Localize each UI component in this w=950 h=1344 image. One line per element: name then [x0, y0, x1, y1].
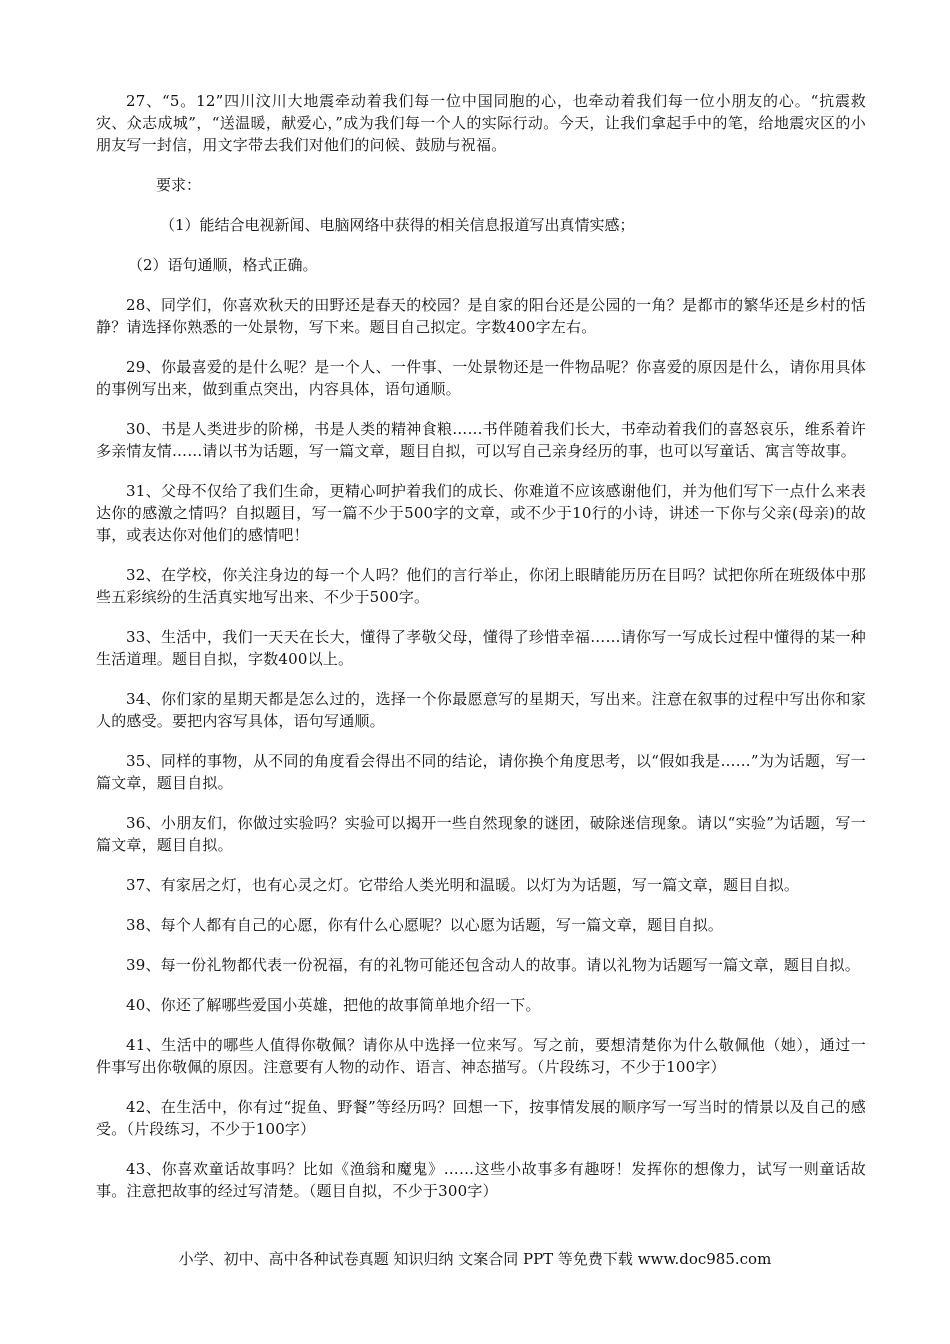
- paragraph-32: 32、在学校，你关注身边的每一个人吗？他们的言行举止，你闭上眼睛能历历在目吗？试把你所在班级体中那些五彩缤纷的生活真实地写出来、不少于500字。: [96, 566, 866, 606]
- paragraph-30: 30、书是人类进步的阶梯，书是人类的精神食粮……书伴随着我们长大，书牵动着我们的喜怒哀乐，维系着许多亲情友情……请以书为话题，写一篇文章，题目自拟，可以写自己亲身经历的事，也可以写童话、寓言等故事。: [96, 420, 866, 460]
- paragraph-41: 41、生活中的哪些人值得你敬佩？请你从中选择一位来写。写之前，要想清楚你为什么敬佩他（她），通过一件事写出你敬佩的原因。注意要有人物的动作、语言、神态描写。（片段练习，不少于100字）: [96, 1036, 866, 1076]
- paragraph-29: 29、你最喜爱的是什么呢？是一个人、一件事、一处景物还是一件物品呢？你喜爱的原因是什么，请你用具体的事例写出来，做到重点突出，内容具体，语句通顺。: [96, 358, 866, 398]
- paragraph-34: 34、你们家的星期天都是怎么过的，选择一个你最愿意写的星期天，写出来。注意在叙事的过程中写出你和家人的感受。要把内容写具体，语句写通顺。: [96, 690, 866, 730]
- paragraph-36: 36、小朋友们，你做过实验吗？实验可以揭开一些自然现象的谜团，破除迷信现象。请以“实验”为话题，写一篇文章，题目自拟。: [96, 814, 866, 854]
- requirement-item-1: （1）能结合电视新闻、电脑网络中获得的相关信息报道写出真情实感；: [160, 216, 635, 234]
- paragraph-33: 33、生活中，我们一天天在长大，懂得了孝敬父母，懂得了珍惜幸福……请你写一写成长过程中懂得的某一种生活道理。题目自拟，字数400以上。: [96, 628, 866, 668]
- paragraph-31: 31、父母不仅给了我们生命，更精心呵护着我们的成长、你难道不应该感谢他们，并为他们写下一点什么来表达你的感激之情吗？自拟题目，写一篇不少于500字的文章，或不少于10行的小诗，讲述一下你与父亲(母亲)的故事，或表达你对他们的感情吧！: [96, 482, 866, 544]
- paragraph-42: 42、在生活中，你有过“捉鱼、野餐”等经历吗？回想一下，按事情发展的顺序写一写当时的情景以及自己的感受。（片段练习，不少于100字）: [96, 1098, 866, 1138]
- document-body: [96, 90, 866, 1220]
- paragraph-27: 27、“5。12”四川汶川大地震牵动着我们每一位中国同胞的心，也牵动着我们每一位小朋友的心。“抗震救灾、众志成城”，“送温暖，献爱心，”成为我们每一个人的实际行动。今天，让我们拿起手中的笔，给地震灾区的小朋友写一封信，用文字带去我们对他们的问候、鼓励与祝福。: [96, 92, 866, 154]
- paragraph-40: 40、你还了解哪些爱国小英雄，把他的故事简单地介绍一下。: [126, 996, 541, 1014]
- paragraph-35: 35、同样的事物，从不同的角度看会得出不同的结论，请你换个角度思考，以“假如我是……”为为话题，写一篇文章，题目自拟。: [96, 752, 866, 792]
- paragraph-39: 39、每一份礼物都代表一份祝福，有的礼物可能还包含动人的故事。请以礼物为话题写一篇文章，题目自拟。: [126, 956, 860, 974]
- requirements-heading: 要求：: [156, 176, 202, 194]
- requirement-item-2: （2）语句通顺，格式正确。: [128, 256, 318, 274]
- page-footer: 小学、初中、高中各种试卷真题 知识归纳 文案合同 PPT 等免费下载 www.doc985.com: [178, 1250, 772, 1268]
- paragraph-28: 28、同学们，你喜欢秋天的田野还是春天的校园？是自家的阳台还是公园的一角？是都市的繁华还是乡村的恬静？请选择你熟悉的一处景物，写下来。题目自己拟定。字数400字左右。: [96, 296, 866, 336]
- paragraph-43: 43、你喜欢童话故事吗？比如《渔翁和魔鬼》……这些小故事多有趣呀！发挥你的想像力，试写一则童话故事。注意把故事的经过写清楚。（题目自拟，不少于300字）: [96, 1160, 866, 1200]
- paragraph-37: 37、有家居之灯，也有心灵之灯。它带给人类光明和温暖。以灯为为话题，写一篇文章，题目自拟。: [126, 876, 800, 894]
- paragraph-38: 38、每个人都有自己的心愿，你有什么心愿呢？以心愿为话题，写一篇文章，题目自拟。: [126, 916, 724, 934]
